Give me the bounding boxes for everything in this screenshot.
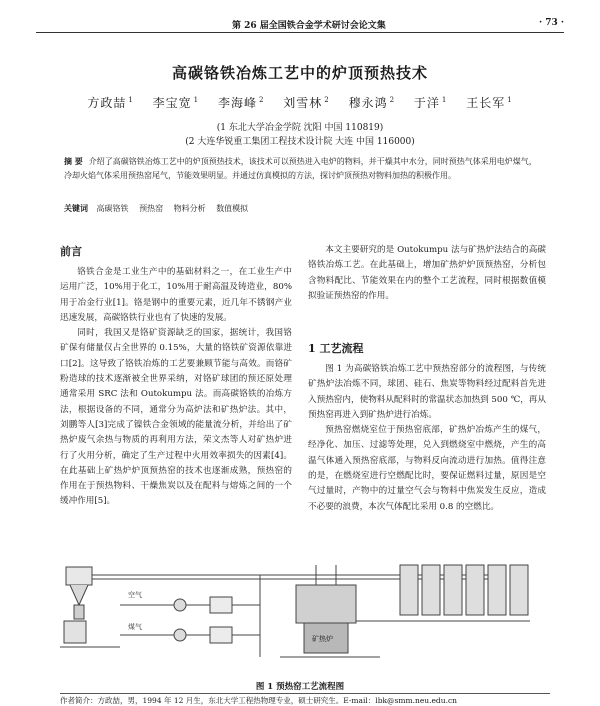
keyword: 高碳铬铁 — [96, 204, 129, 213]
author-list — [0, 94, 600, 111]
label-furnace: 矿热炉 — [312, 635, 333, 643]
label-gas: 煤气 — [128, 623, 142, 631]
process-flow-diagram — [60, 545, 548, 675]
body-paragraph: 铬铁合金是工业生产中的基础材料之一，在工业生产中运用广泛，10%用于化工，10%用于耐高温及铸造业，80%用于冶金行业[1]。铬是钢中的重要元素，近几年不锈钢产业迅速发展，高碳铬铁行业也有了快速的发展。 — [60, 267, 292, 323]
body-paragraph: 同时，我国又是铬矿资源缺乏的国家，据统计，我国铬矿保有储量仅占全世界的 0.15%，大量的铬铁矿资源依靠进口[2]。这导致了铬铁冶炼的工艺要兼顾节能与高效。而铬矿粉造球的技术逐渐被全世界采纳，对铬矿球团的预还原处理通常采用 SRC 法和 Outokumpu 法。而高碳铬铁的冶炼方法，根据设备的不同，通常分为高炉法和矿热炉法。其中，刘鹏等人[3]完成了镍铁合金领域的能量流分析，并给出了矿热炉废气余热与物质的再利用方法，荣文杰等人对矿热炉进行了火用分析，确定了生产过程中火用效率损失的因素[4]。在此基础上矿热炉炉顶预热窑的技术也逐渐成熟，预热窑的作用在于预热物料、干燥焦炭以及在配料与熔炼之间的一个缓冲作用[5]。 — [60, 328, 292, 507]
left-column — [60, 265, 292, 510]
conference-name: 第 26 届全国铁合金学术研讨会论文集 — [232, 21, 386, 31]
keyword: 数值模拟 — [216, 204, 249, 213]
body-paragraph: 本文主要研究的是 Outokumpu 法与矿热炉法结合的高碳铬铁冶炼工艺。在此基础上，增加矿热炉炉顶预热窑，分析包含物料配比、节能效果在内的整个工艺流程，同时根据数值模拟验证预热窑的作用。 — [308, 245, 546, 301]
author: 李宝宽 $^1$ — [152, 96, 200, 110]
abstract — [64, 154, 540, 183]
figure-caption: 图 1 预热窑工艺流程图 — [255, 682, 345, 692]
abstract-text: 介绍了高碳铬铁冶炼工艺中的炉顶预热技术，该技术可以预热进入电炉的物料，并干燥其中水分，同时预热气体采用电炉煤气，冷却火焰气体采用预热窑尾气，节能效果明显。并通过仿真模拟的方法，探讨炉顶预热对物料加热的积极作用。 — [64, 157, 537, 180]
abstract-label: 摘 要 — [64, 156, 83, 166]
body-paragraph: 预热窑燃烧室位于预热窑底部，矿热炉冶炼产生的煤气，经净化、加压、过滤等处理，兑入到燃烧室中燃烧，产生的高温气体通入预热窑底部，与物料反向流动进行加热。值得注意的是，在燃烧室进行空燃配比时，要保证燃料过量，原因是空气过量时，产物中的过量空气会与物料中焦炭发生反应，造成不必要的浪费，本次气体配比采用 0.8 的空燃比。 — [308, 425, 546, 512]
author: 方政喆 $^1$ — [87, 96, 134, 110]
author: 李海峰 $^2$ — [217, 96, 265, 110]
preface-heading: 前言 — [60, 245, 82, 258]
process-heading: 1 工艺流程 — [308, 342, 364, 355]
affiliation-1: (1 东北大学冶金学院 沈阳 中国 110819) — [216, 123, 384, 133]
paper-title: 高碳铬铁冶炼工艺中的炉顶预热技术 — [171, 64, 428, 82]
body-paragraph: 图 1 为高碳铬铁冶炼工艺中预热窑部分的流程图，与传统矿热炉法冶炼不同，球团、硅石、焦炭等物料经过配料首先进入预热窑内，使物料从配料时的常温状态加热到 500 ℃，再从预热窑再进入到矿热炉进行冶炼。 — [308, 364, 546, 420]
running-header — [36, 16, 564, 33]
keywords-label: 关键词 — [64, 203, 88, 213]
author: 于洋 $^1$ — [413, 96, 448, 110]
label-air: 空气 — [128, 591, 142, 599]
right-column-lower — [308, 362, 546, 515]
keywords — [64, 203, 540, 214]
author-footnote: 作者简介：方政喆，男，1994 年 12 月生，东北大学工程热物理专业，硕士研究生。E-mail：lbk@smm.neu.edu.cn — [60, 693, 550, 706]
keyword: 物料分析 — [173, 204, 206, 213]
affiliation-2: (2 大连华锐重工集团工程技术设计院 大连 中国 116000) — [185, 137, 415, 147]
author: 刘雪林 $^2$ — [283, 96, 330, 110]
page-number: · 73 · — [538, 18, 564, 28]
right-column — [308, 243, 546, 304]
author: 王长军 $^1$ — [466, 96, 513, 110]
keyword: 预热窑 — [139, 204, 164, 213]
author: 穆永鸿 $^2$ — [348, 96, 396, 110]
